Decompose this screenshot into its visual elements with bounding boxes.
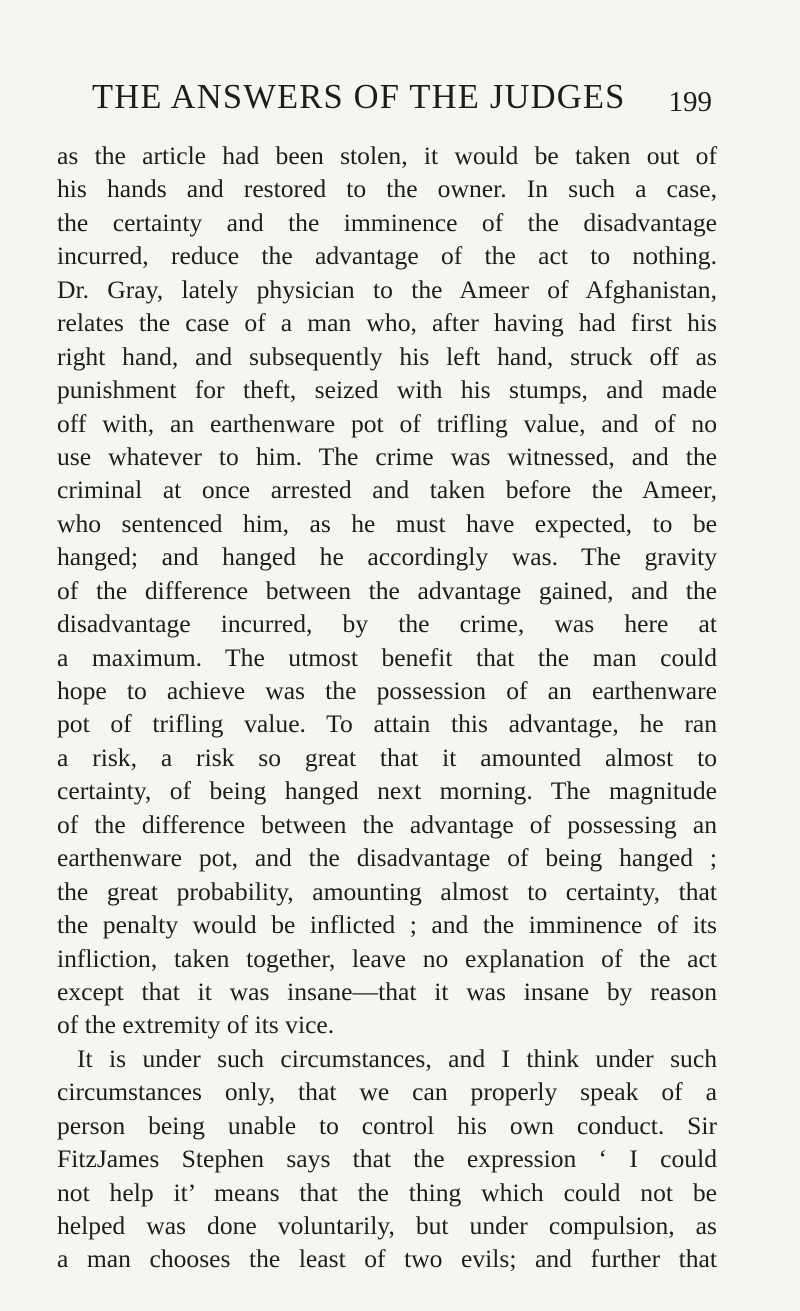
text-line: disadvantage incurred, by the crime, was here at [57,609,717,639]
text-line: hanged; and hanged he accordingly was. The gravity [57,542,717,572]
text-line: as the article had been stolen, it would be taken out of [57,141,717,170]
text-line: the great probability, amounting almost to certainty, that [57,876,717,906]
text-line: certainty, of being hanged next morning. The magnitude [57,776,717,806]
text-line: hope to achieve was the possession of an earthenware [57,676,717,705]
text-line: except that it was insane—that it was insane by reason [57,976,717,1006]
text-line: relates the case of a man who, after having had first his [57,308,717,338]
body-text [57,139,717,1276]
text-line: not help it’ means that the thing which could not be [57,1177,717,1207]
text-line: use whatever to him. The crime was witnessed, and the [57,441,717,471]
text-line: off with, an earthenware pot of trifling value, and of no [57,408,717,438]
text-line: the penalty would be inflicted ; and the imminence of its [57,910,717,940]
text-line: right hand, and subsequently his left hand, struck off as [57,341,717,371]
running-head [92,78,712,122]
text-line: incurred, reduce the advantage of the act to nothing. [57,241,717,271]
text-line: pot of trifling value. To attain this advantage, he ran [57,709,717,739]
text-line: person being unable to control his own conduct. Sir [57,1110,717,1140]
text-line: earthenware pot, and the disadvantage of being hanged ; [57,843,717,873]
text-line-paragraph-end: of the extremity of its vice. [57,1010,335,1040]
text-line: who sentenced him, as he must have expected, to be [57,508,717,538]
text-line-paragraph-start: It is under such circumstances, and I think under such [77,1043,717,1073]
text-line: of the difference between the advantage of possessing an [57,809,717,839]
text-line: circumstances only, that we can properly speak of a [57,1077,717,1107]
text-line: a man chooses the least of two evils; and further that [57,1244,717,1274]
text-line: a maximum. The utmost benefit that the man could [57,642,717,672]
text-line: of the difference between the advantage gained, and the [57,575,717,605]
running-title: THE ANSWERS OF THE JUDGES [92,78,626,116]
text-line: infliction, taken together, leave no explanation of the act [57,943,717,973]
text-line: helped was done voluntarily, but under compulsion, as [57,1211,717,1240]
text-line: Dr. Gray, lately physician to the Ameer of Afghanistan, [57,274,717,304]
text-line: his hands and restored to the owner. In such a case, [57,174,717,204]
text-line: a risk, a risk so great that it amounted almost to [57,742,717,772]
text-line: criminal at once arrested and taken before the Ameer, [57,475,717,505]
text-line: the certainty and the imminence of the disadvantage [57,207,717,237]
text-line: punishment for theft, seized with his stumps, and made [57,375,717,405]
text-line: FitzJames Stephen says that the expression ‘ I could [57,1144,717,1174]
page-number: 199 [668,86,712,118]
